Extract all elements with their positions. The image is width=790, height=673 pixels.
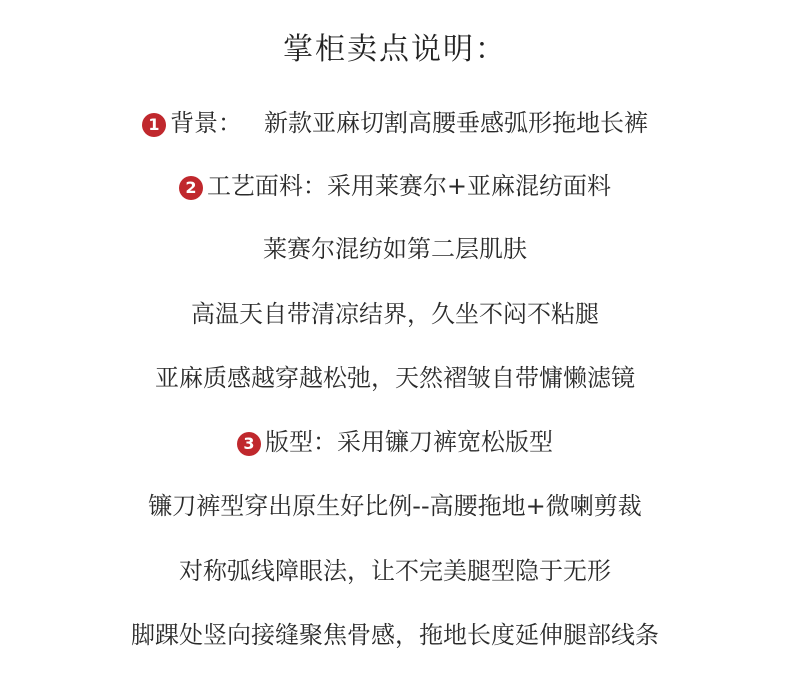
fabric-description-line: 莱赛尔混纺如第二层肌肤 [263, 235, 527, 263]
number-badge-3: 3 [237, 432, 261, 456]
point-text: 采用镰刀裤宽松版型 [337, 428, 553, 456]
point-label: 版型： [265, 428, 337, 456]
fabric-description-line: 亚麻质感越穿越松弛，天然褶皱自带慵懒滤镜 [155, 364, 635, 392]
fit-description-line: 对称弧线障眼法，让不完美腿型隐于无形 [179, 557, 611, 585]
fit-description-line: 镰刀裤型穿出原生好比例--高腰拖地+微喇剪裁 [148, 492, 642, 520]
number-badge-2: 2 [179, 176, 203, 200]
point-text: 采用莱赛尔+亚麻混纺面料 [326, 172, 612, 200]
point-fit [0, 425, 790, 459]
number-badge-1: 1 [142, 113, 166, 137]
point-craft-fabric [0, 169, 790, 203]
page-title: 掌柜卖点说明： [283, 32, 507, 67]
point-label: 工艺面料： [206, 172, 327, 200]
fit-description-line: 脚踝处竖向接缝聚焦骨感，拖地长度延伸腿部线条 [131, 621, 659, 649]
point-label: 背景： [170, 109, 242, 137]
point-text: 新款亚麻切割高腰垂感弧形拖地长裤 [264, 109, 648, 137]
fabric-description-line: 高温天自带清凉结界，久坐不闷不粘腿 [191, 300, 599, 328]
point-background [0, 106, 790, 140]
